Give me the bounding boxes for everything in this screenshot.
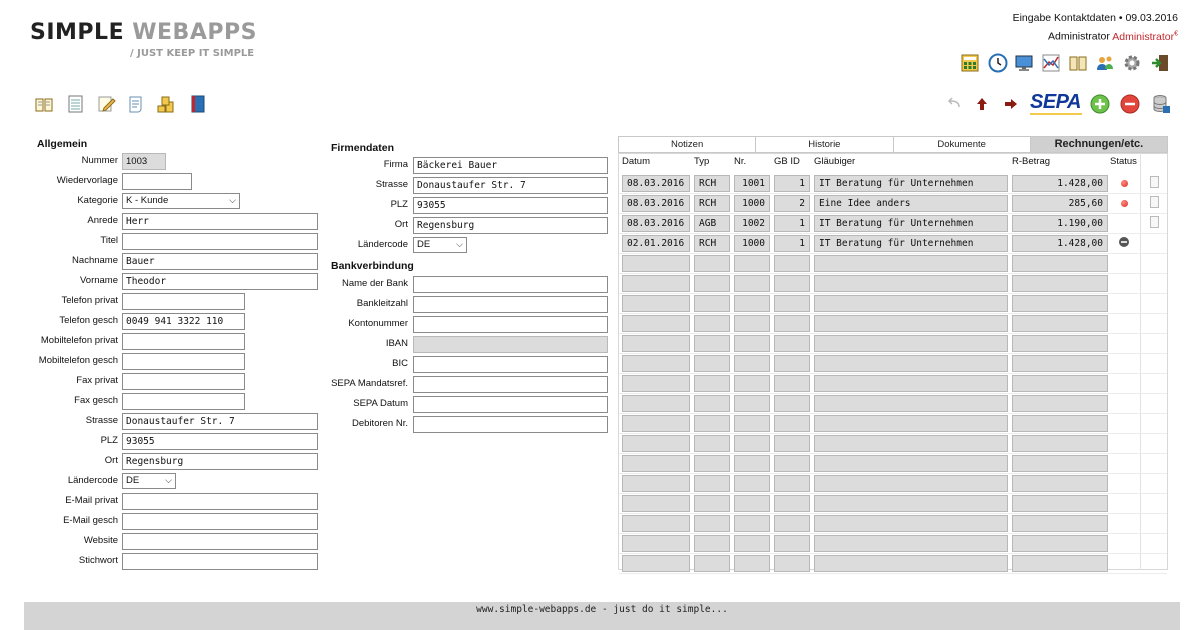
label-nummer: Nummer — [81, 155, 118, 166]
cell-betrag — [1012, 315, 1108, 332]
cell-betrag — [1012, 415, 1108, 432]
row-separator — [619, 313, 1167, 314]
cell-typ — [694, 275, 730, 292]
cell-gbid — [774, 335, 810, 352]
row-separator — [619, 413, 1167, 414]
cell-typ — [694, 535, 730, 552]
cell-nr: 1001 — [734, 175, 770, 192]
input-bank-name-der-bank[interactable] — [413, 276, 608, 293]
cell-typ — [694, 515, 730, 532]
cell-nr — [734, 255, 770, 272]
row-separator — [619, 433, 1167, 434]
input-e-mail-privat[interactable] — [122, 493, 318, 510]
cell-datum — [622, 535, 690, 552]
cell-betrag — [1012, 275, 1108, 292]
tab-rechnungen-etc[interactable]: Rechnungen/etc. — [1031, 137, 1167, 152]
cell-typ — [694, 255, 730, 272]
row-separator — [619, 273, 1167, 274]
footer — [24, 602, 1180, 630]
cell-nr — [734, 335, 770, 352]
input-telefon-privat[interactable] — [122, 293, 245, 310]
cell-glaeubiger: Eine Idee anders — [814, 195, 1008, 212]
row-separator — [619, 513, 1167, 514]
cell-gbid — [774, 455, 810, 472]
logo-tagline: / JUST KEEP IT SIMPLE — [130, 48, 255, 59]
section-title-firmendaten: Firmendaten — [331, 142, 395, 154]
row-separator — [619, 553, 1167, 554]
section-title-bankverbindung: Bankverbindung — [331, 260, 414, 272]
user-line — [1013, 26, 1178, 45]
cell-typ — [694, 415, 730, 432]
label-bank-sepa-mandatsref: SEPA Mandatsref. — [331, 378, 408, 389]
cell-betrag — [1012, 555, 1108, 572]
row-separator — [619, 393, 1167, 394]
cell-datum — [622, 315, 690, 332]
label-fax-privat: Fax privat — [76, 375, 118, 386]
label-e-mail-privat: E-Mail privat — [65, 495, 118, 506]
cell-glaeubiger — [814, 475, 1008, 492]
cell-betrag: 285,60 — [1012, 195, 1108, 212]
label-telefon-gesch: Telefon gesch — [59, 315, 118, 326]
cell-datum — [622, 415, 690, 432]
label-bank-sepa-datum: SEPA Datum — [353, 398, 408, 409]
cell-typ — [694, 295, 730, 312]
cell-gbid — [774, 295, 810, 312]
label-fax-gesch: Fax gesch — [74, 395, 118, 406]
user-name-link[interactable]: Administrator€ — [1112, 30, 1178, 43]
cell-datum — [622, 455, 690, 472]
cell-glaeubiger — [814, 435, 1008, 452]
input-strasse[interactable]: Donaustaufer Str. 7 — [122, 413, 318, 430]
label-firma-firma: Firma — [383, 159, 408, 170]
select-value: DE — [126, 475, 140, 486]
select-value: DE — [417, 239, 431, 250]
cell-betrag — [1012, 395, 1108, 412]
label-laendercode: Ländercode — [67, 475, 118, 486]
tab-historie[interactable]: Historie — [756, 137, 893, 152]
cell-gbid — [774, 415, 810, 432]
row-separator — [619, 333, 1167, 334]
cell-betrag — [1012, 295, 1108, 312]
row-separator — [619, 493, 1167, 494]
cell-datum — [622, 515, 690, 532]
cell-glaeubiger — [814, 275, 1008, 292]
cell-glaeubiger: IT Beratung für Unternehmen — [814, 215, 1008, 232]
input-mobiltelefon-gesch[interactable] — [122, 353, 245, 370]
input-fax-privat[interactable] — [122, 373, 245, 390]
input-firma-firma[interactable]: Bäckerei Bauer — [413, 157, 608, 174]
input-e-mail-gesch[interactable] — [122, 513, 318, 530]
column-header-nr[interactable]: Nr. — [734, 156, 747, 167]
cell-nr — [734, 555, 770, 572]
cell-nr: 1000 — [734, 195, 770, 212]
cell-betrag — [1012, 535, 1108, 552]
cell-gbid — [774, 315, 810, 332]
cell-typ — [694, 455, 730, 472]
input-stichwort[interactable] — [122, 553, 318, 570]
input-bank-bankleitzahl[interactable] — [413, 296, 608, 313]
sepa-logo-underline — [1030, 113, 1082, 115]
cell-datum — [622, 295, 690, 312]
add-icon[interactable] — [1090, 94, 1110, 114]
label-bank-kontonummer: Kontonummer — [348, 318, 408, 329]
cell-gbid — [774, 275, 810, 292]
cell-glaeubiger — [814, 255, 1008, 272]
label-firma-laendercode: Ländercode — [357, 239, 408, 250]
input-ort[interactable]: Regensburg — [122, 453, 318, 470]
document-icon[interactable] — [1150, 216, 1159, 228]
footer-text: www.simple-webapps.de - just do it simple... — [476, 604, 728, 615]
cell-datum — [622, 355, 690, 372]
cell-betrag — [1012, 495, 1108, 512]
label-firma-plz: PLZ — [390, 199, 408, 210]
cell-datum — [622, 495, 690, 512]
user-role: Administrator — [1048, 30, 1110, 43]
label-bank-debitoren-nr: Debitoren Nr. — [352, 418, 408, 429]
label-stichwort: Stichwort — [78, 555, 118, 566]
users-icon[interactable] — [1095, 53, 1115, 73]
page-info-line: Eingabe Kontaktdaten • 09.03.2016 — [1012, 12, 1178, 24]
arrow-up-icon[interactable] — [972, 94, 992, 114]
row-separator — [619, 373, 1167, 374]
cell-typ: RCH — [694, 175, 730, 192]
cell-datum: 08.03.2016 — [622, 175, 690, 192]
input-plz[interactable]: 93055 — [122, 433, 318, 450]
cell-gbid — [774, 375, 810, 392]
select-laendercode[interactable] — [122, 473, 176, 489]
logo — [30, 20, 257, 45]
cell-typ: RCH — [694, 235, 730, 252]
cell-glaeubiger — [814, 495, 1008, 512]
label-nachname: Nachname — [72, 255, 118, 266]
input-website[interactable] — [122, 533, 318, 550]
cell-typ — [694, 335, 730, 352]
label-mobiltelefon-privat: Mobiltelefon privat — [40, 335, 118, 346]
sepa-logo-button[interactable] — [1030, 92, 1084, 116]
input-wiedervorlage[interactable] — [122, 173, 192, 190]
cell-nr — [734, 315, 770, 332]
detail-tabs — [618, 136, 1168, 153]
cell-datum — [622, 275, 690, 292]
cell-betrag — [1012, 455, 1108, 472]
cell-typ — [694, 315, 730, 332]
cell-glaeubiger — [814, 455, 1008, 472]
cell-betrag — [1012, 255, 1108, 272]
cell-datum — [622, 475, 690, 492]
cell-nr — [734, 275, 770, 292]
input-bank-bic[interactable] — [413, 356, 608, 373]
open-book-icon[interactable] — [34, 94, 54, 114]
document-icon[interactable] — [1150, 176, 1159, 188]
cell-typ — [694, 375, 730, 392]
cell-gbid — [774, 495, 810, 512]
cell-gbid — [774, 255, 810, 272]
input-titel[interactable] — [122, 233, 318, 250]
label-firma-ort: Ort — [394, 219, 408, 230]
book-icon[interactable] — [1068, 53, 1088, 73]
cell-glaeubiger — [814, 395, 1008, 412]
cell-gbid — [774, 355, 810, 372]
cell-betrag: 1.190,00 — [1012, 215, 1108, 232]
label-bank-bankleitzahl: Bankleitzahl — [356, 298, 408, 309]
input-bank-iban — [413, 336, 608, 353]
cell-glaeubiger — [814, 375, 1008, 392]
input-vorname[interactable]: Theodor — [122, 273, 318, 290]
input-bank-kontonummer[interactable] — [413, 316, 608, 333]
row-separator — [619, 573, 1167, 574]
cell-typ — [694, 475, 730, 492]
cell-betrag — [1012, 355, 1108, 372]
scroll-icon[interactable] — [126, 94, 146, 114]
label-strasse: Strasse — [85, 415, 118, 426]
logout-door-icon[interactable] — [1150, 53, 1170, 73]
chart-icon[interactable] — [1041, 53, 1061, 73]
label-bank-name-der-bank: Name der Bank — [341, 278, 408, 289]
column-header-typ[interactable]: Typ — [694, 156, 710, 167]
label-e-mail-gesch: E-Mail gesch — [63, 515, 118, 526]
cell-gbid: 1 — [774, 215, 810, 232]
status-red-dot-icon — [1121, 180, 1128, 187]
label-plz: PLZ — [100, 435, 118, 446]
status-red-dot-icon — [1121, 200, 1128, 207]
cell-gbid — [774, 475, 810, 492]
label-wiedervorlage: Wiedervorlage — [56, 175, 118, 186]
cell-nr: 1002 — [734, 215, 770, 232]
cell-datum — [622, 255, 690, 272]
cell-gbid: 1 — [774, 175, 810, 192]
cell-nr — [734, 435, 770, 452]
label-vorname: Vorname — [79, 275, 118, 286]
row-separator — [619, 193, 1167, 194]
cell-betrag — [1012, 375, 1108, 392]
cell-nr — [734, 455, 770, 472]
cell-datum — [622, 435, 690, 452]
row-separator — [619, 253, 1167, 254]
cell-datum — [622, 395, 690, 412]
cell-gbid: 1 — [774, 235, 810, 252]
input-firma-strasse[interactable]: Donaustaufer Str. 7 — [413, 177, 608, 194]
row-separator — [619, 353, 1167, 354]
cell-datum — [622, 555, 690, 572]
cell-typ — [694, 555, 730, 572]
monitor-icon[interactable] — [1014, 53, 1034, 73]
input-firma-ort[interactable]: Regensburg — [413, 217, 608, 234]
cell-glaeubiger — [814, 535, 1008, 552]
cell-glaeubiger — [814, 295, 1008, 312]
column-header-r-betrag[interactable]: R-Betrag — [1012, 156, 1051, 167]
cell-datum — [622, 375, 690, 392]
cell-glaeubiger — [814, 335, 1008, 352]
input-bank-debitoren-nr[interactable] — [413, 416, 608, 433]
edit-list-icon[interactable] — [66, 94, 86, 114]
cell-glaeubiger — [814, 315, 1008, 332]
input-mobiltelefon-privat[interactable] — [122, 333, 245, 350]
gear-icon[interactable] — [1122, 53, 1142, 73]
chevron-down-icon: ⌵ — [165, 475, 172, 485]
cell-datum: 08.03.2016 — [622, 195, 690, 212]
input-bank-sepa-mandatsref[interactable] — [413, 376, 608, 393]
cell-nr — [734, 375, 770, 392]
label-website: Website — [83, 535, 118, 546]
cell-gbid — [774, 555, 810, 572]
section-title-allgemein: Allgemein — [37, 138, 88, 150]
label-mobiltelefon-gesch: Mobiltelefon gesch — [38, 355, 118, 366]
remove-icon[interactable] — [1120, 94, 1140, 114]
coins-icon[interactable] — [156, 94, 176, 114]
cell-gbid — [774, 435, 810, 452]
cell-datum: 02.01.2016 — [622, 235, 690, 252]
column-header-status[interactable]: Status — [1110, 156, 1137, 167]
cell-glaeubiger: IT Beratung für Unternehmen — [814, 175, 1008, 192]
back-arrow-icon[interactable] — [944, 94, 964, 114]
label-telefon-privat: Telefon privat — [61, 295, 118, 306]
database-save-icon[interactable] — [1151, 94, 1171, 114]
logo-word-simple: SIMPLE — [30, 20, 125, 45]
column-header-datum[interactable]: Datum — [622, 156, 650, 167]
row-separator — [619, 453, 1167, 454]
input-anrede[interactable]: Herr — [122, 213, 318, 230]
cell-betrag — [1012, 335, 1108, 352]
row-separator — [619, 533, 1167, 534]
cell-gbid — [774, 535, 810, 552]
cell-typ: RCH — [694, 195, 730, 212]
cell-betrag: 1.428,00 — [1012, 235, 1108, 252]
label-kategorie: Kategorie — [77, 195, 118, 206]
cell-nr: 1000 — [734, 235, 770, 252]
cell-glaeubiger — [814, 555, 1008, 572]
cell-typ — [694, 395, 730, 412]
calculator-icon[interactable] — [960, 53, 980, 73]
label-bank-iban: IBAN — [385, 338, 408, 349]
row-separator — [619, 473, 1167, 474]
column-header-glaeubiger[interactable]: Gläubiger — [814, 156, 856, 167]
cell-typ — [694, 495, 730, 512]
cell-datum: 08.03.2016 — [622, 215, 690, 232]
cell-gbid — [774, 395, 810, 412]
note-pencil-icon[interactable] — [96, 94, 116, 114]
select-value: K - Kunde — [126, 195, 169, 206]
cell-gbid: 2 — [774, 195, 810, 212]
input-bank-sepa-datum[interactable] — [413, 396, 608, 413]
cell-nr — [734, 355, 770, 372]
cell-typ — [694, 435, 730, 452]
cell-nr — [734, 535, 770, 552]
cell-glaeubiger — [814, 515, 1008, 532]
column-divider — [1140, 153, 1141, 570]
label-ort: Ort — [104, 455, 118, 466]
cell-glaeubiger: IT Beratung für Unternehmen — [814, 235, 1008, 252]
cell-betrag: 1.428,00 — [1012, 175, 1108, 192]
clock-icon[interactable] — [988, 53, 1008, 73]
input-nummer: 1003 — [122, 153, 166, 170]
sepa-logo-text: SEPA — [1030, 91, 1081, 113]
binder-icon[interactable] — [188, 94, 208, 114]
cell-nr — [734, 495, 770, 512]
cell-betrag — [1012, 435, 1108, 452]
select-firma-laendercode[interactable] — [413, 237, 467, 253]
label-bank-bic: BIC — [392, 358, 408, 369]
cell-nr — [734, 295, 770, 312]
label-firma-strasse: Strasse — [375, 179, 408, 190]
chevron-down-icon: ⌵ — [456, 239, 463, 249]
chevron-down-icon: ⌵ — [229, 195, 236, 205]
input-fax-gesch[interactable] — [122, 393, 245, 410]
input-telefon-gesch[interactable]: 0049 941 3322 110 — [122, 313, 245, 330]
document-icon[interactable] — [1150, 196, 1159, 208]
tab-dokumente[interactable]: Dokumente — [894, 137, 1031, 152]
cell-glaeubiger — [814, 355, 1008, 372]
cell-nr — [734, 515, 770, 532]
row-separator — [619, 213, 1167, 214]
input-nachname[interactable]: Bauer — [122, 253, 318, 270]
cell-nr — [734, 395, 770, 412]
arrow-right-icon[interactable] — [1001, 94, 1021, 114]
cell-nr — [734, 415, 770, 432]
cell-datum — [622, 335, 690, 352]
column-header-gb-id[interactable]: GB ID — [774, 156, 800, 167]
tab-notizen[interactable]: Notizen — [619, 137, 756, 152]
cell-betrag — [1012, 515, 1108, 532]
input-firma-plz[interactable]: 93055 — [413, 197, 608, 214]
header-info — [1013, 10, 1178, 45]
cell-glaeubiger — [814, 415, 1008, 432]
row-separator — [619, 233, 1167, 234]
logo-word-webapps: WEBAPPS — [132, 20, 257, 45]
cell-typ: AGB — [694, 215, 730, 232]
cell-typ — [694, 355, 730, 372]
cell-betrag — [1012, 475, 1108, 492]
label-anrede: Anrede — [87, 215, 118, 226]
cell-nr — [734, 475, 770, 492]
label-titel: Titel — [100, 235, 118, 246]
status-grey-minus-icon — [1119, 237, 1129, 247]
select-kategorie[interactable] — [122, 193, 240, 209]
cell-gbid — [774, 515, 810, 532]
row-separator — [619, 293, 1167, 294]
